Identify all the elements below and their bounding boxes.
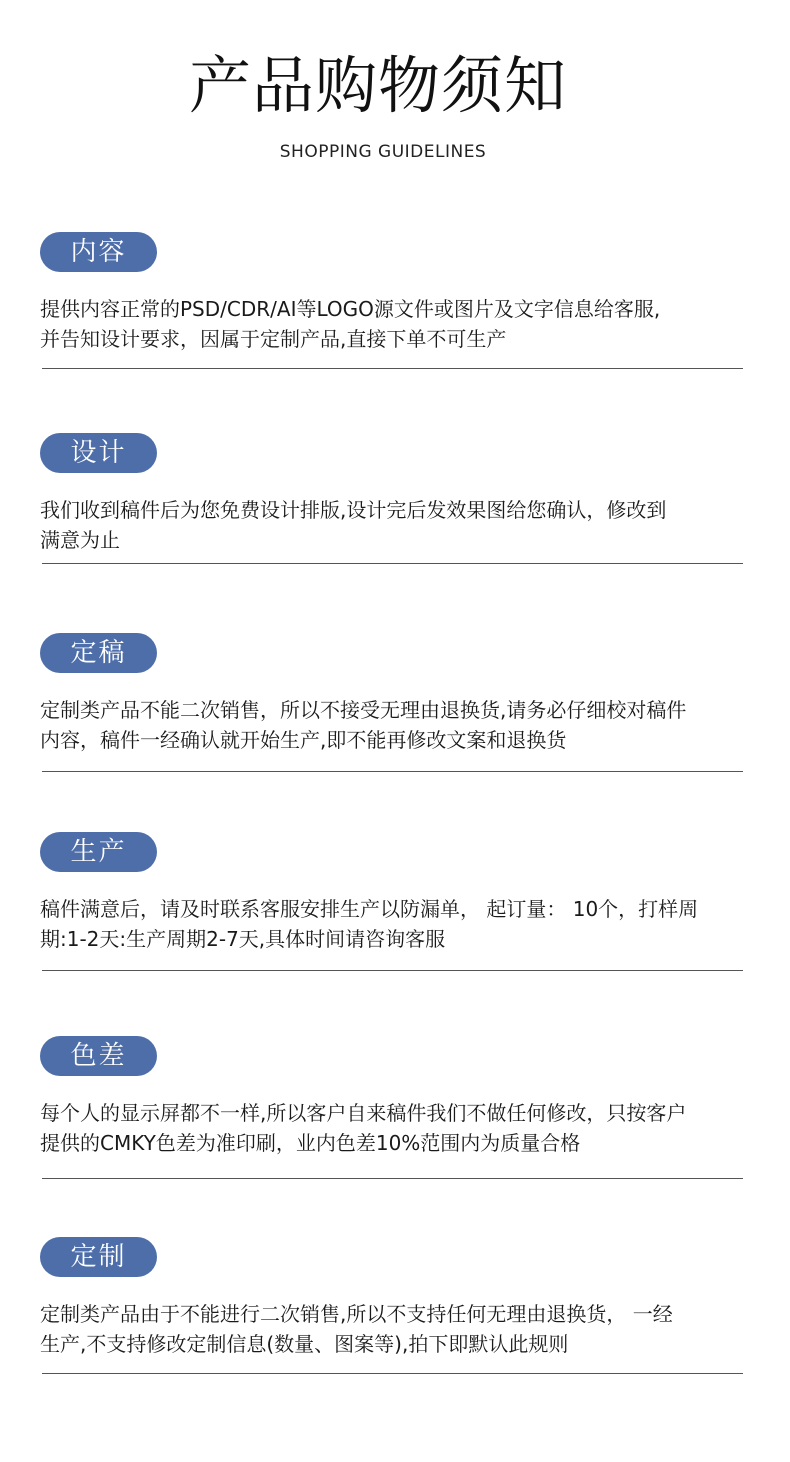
section-badge-design: 设计 [40,433,157,473]
page-title: 产品购物须知 [188,49,567,122]
section-badge-color-difference: 色差 [40,1036,157,1076]
section-text-production: 稿件满意后，请及时联系客服安排生产以防漏单， 起订量： 10个，打样周 期:1-2天:生产周期2-7天,具体时间请咨询客服 [40,897,699,951]
section-text-final-draft: 定制类产品不能二次销售，所以不接受无理由退换货,请务必仔细校对稿件 内容，稿件一经确认就开始生产,即不能再修改文案和退换货 [40,698,687,752]
page-subtitle: SHOPPING GUIDELINES [279,142,487,162]
section-badge-content: 内容 [40,232,157,272]
section-badge-final-draft: 定稿 [40,633,157,673]
section-badge-customization: 定制 [40,1237,157,1277]
section-text-customization: 定制类产品由于不能进行二次销售,所以不支持任何无理由退换货， 一经 生产,不支持修改定制信息(数量、图案等),拍下即默认此规则 [40,1302,673,1356]
section-text-content: 提供内容正常的PSD/CDR/AI等LOGO源文件或图片及文字信息给客服, 并告知设计要求，因属于定制产品,直接下单不可生产 [40,297,661,351]
divider [42,970,743,971]
divider [42,368,743,369]
divider [42,1178,743,1179]
section-text-design: 我们收到稿件后为您免费设计排版,设计完后发效果图给您确认，修改到 满意为止 [40,498,667,552]
divider [42,771,743,772]
divider [42,1373,743,1374]
section-badge-production: 生产 [40,832,157,872]
divider [42,563,743,564]
section-text-color-difference: 每个人的显示屏都不一样,所以客户自来稿件我们不做任何修改，只按客户 提供的CMKY色差为准印刷，业内色差10%范围内为质量合格 [40,1101,687,1155]
